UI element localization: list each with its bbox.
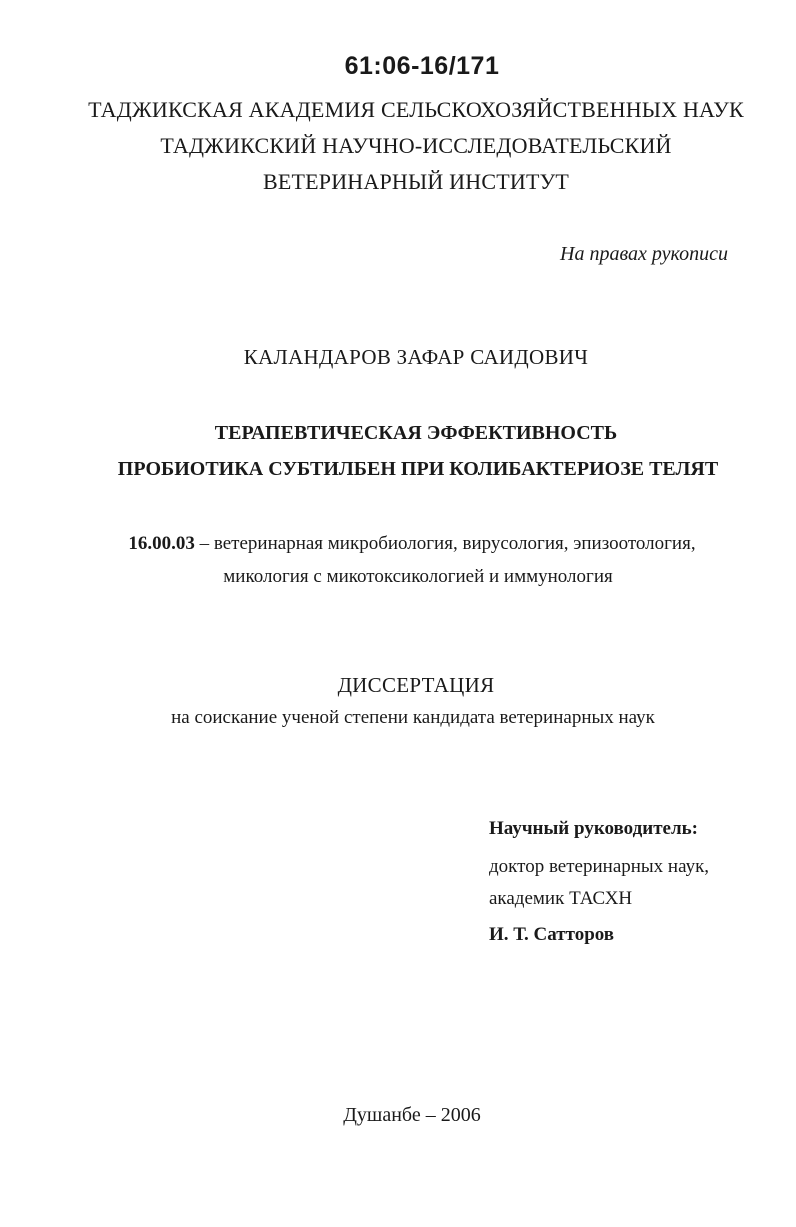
- specialty-line-1: [14, 533, 796, 555]
- thesis-title-line-2: ПРОБИОТИКА СУБТИЛБЕН ПРИ КОЛИБАКТЕРИОЗЕ ТЕЛЯТ: [117, 458, 719, 480]
- thesis-title-line-1: ТЕРАПЕВТИЧЕСКАЯ ЭФФЕКТИВНОСТЬ: [214, 422, 618, 444]
- institution-line-2: ТАДЖИКСКИЙ НАУЧНО-ИССЛЕДОВАТЕЛЬСКИЙ: [160, 133, 672, 158]
- institution-line-3: ВЕТЕРИНАРНЫЙ ИНСТИТУТ: [262, 169, 569, 194]
- advisor-degree: доктор ветеринарных наук,: [489, 856, 710, 877]
- specialty-code: 16.00.03: [128, 533, 195, 554]
- document-code: 61:06-16/171: [344, 52, 500, 80]
- advisor-name: И. Т. Сатторов: [489, 924, 615, 945]
- manuscript-rights-note: На правах рукописи: [560, 243, 728, 265]
- author-name: КАЛАНДАРОВ ЗАФАР САИДОВИЧ: [243, 345, 589, 369]
- advisor-title: академик ТАСХН: [489, 888, 633, 909]
- place-and-year: Душанбе – 2006: [343, 1104, 481, 1126]
- specialty-line-2: микология с микотоксикологией и иммунология: [223, 566, 613, 587]
- degree-statement: на соискание ученой степени кандидата ветеринарных наук: [171, 707, 655, 728]
- advisor-label: Научный руководитель:: [489, 818, 698, 839]
- document-type: ДИССЕРТАЦИЯ: [337, 673, 495, 697]
- specialty-description: – ветеринарная микробиология, вирусология, эпизоотология,: [194, 533, 696, 554]
- institution-line-1: ТАДЖИКСКАЯ АКАДЕМИЯ СЕЛЬСКОХОЗЯЙСТВЕННЫХ НАУК: [88, 97, 744, 122]
